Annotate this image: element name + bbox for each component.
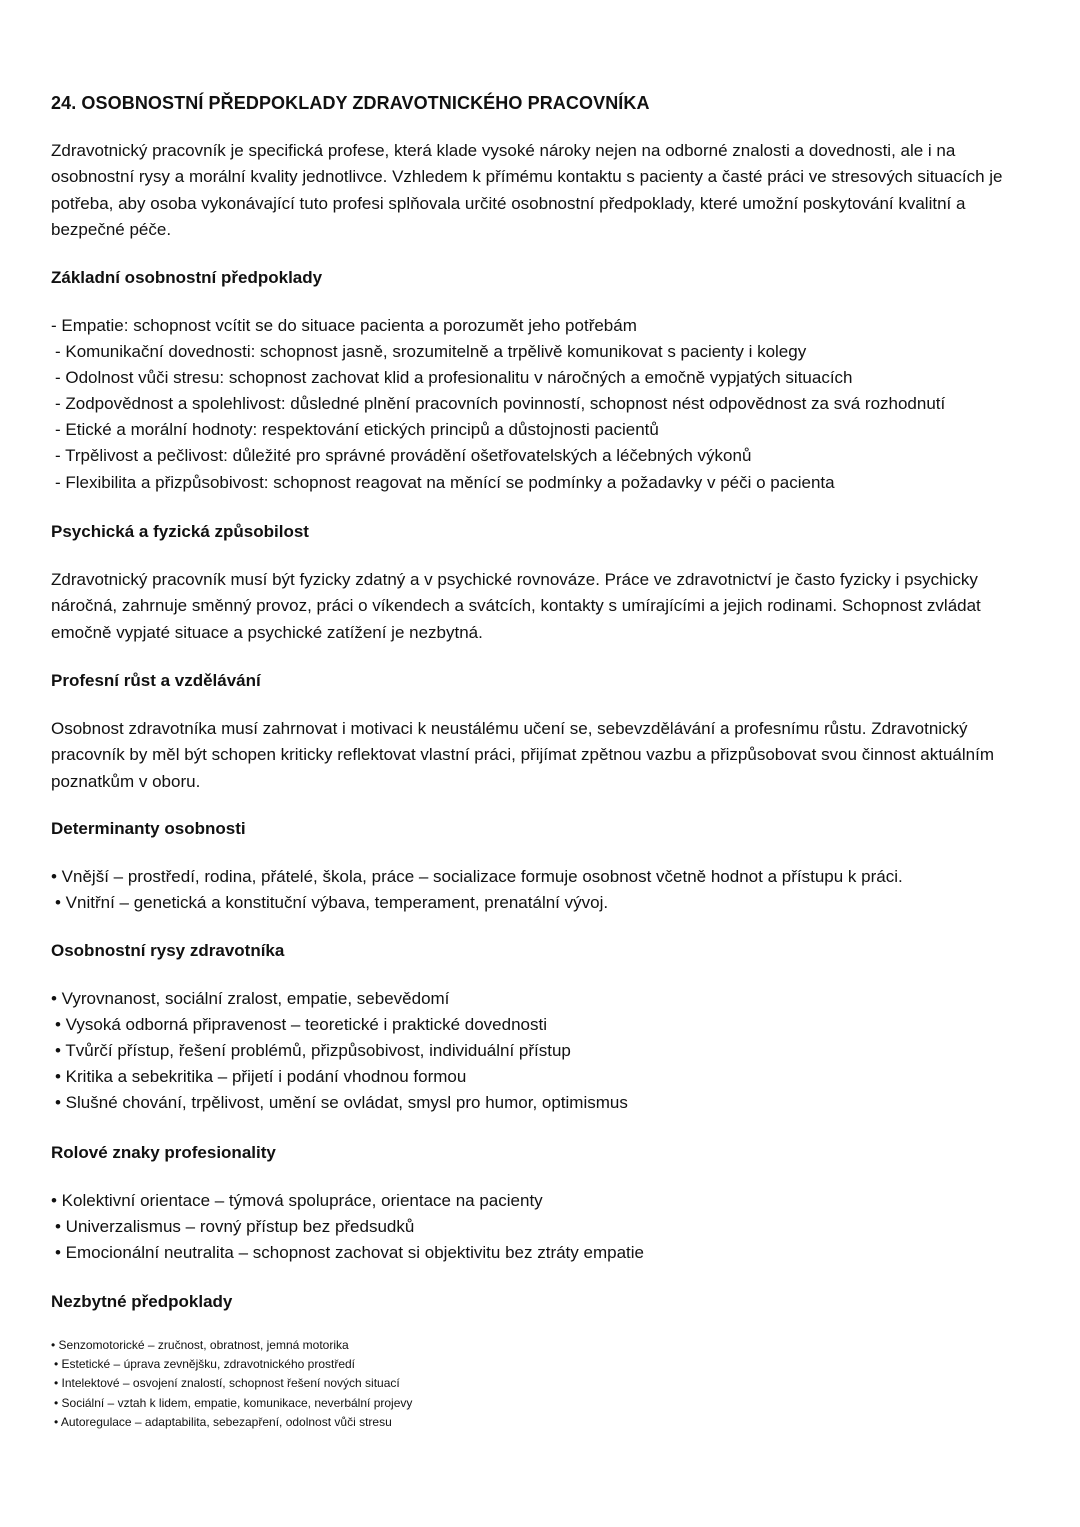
paragraph-psychicka: Zdravotnický pracovník musí být fyzicky zdatný a v psychické rovnováze. Práce ve zdravotnictví je často fyzicky i psychicky náročná, zahrnuje směnný provoz, práci o víkendech a svátcích, kontakty s umírajícími a jejich rodinami. Schopnost zvládat emočně vypjaté situace a psychické zatížení je nezbytná.	[51, 570, 981, 642]
list-item: • Kritika a sebekritika – přijetí i podání vhodnou formou	[55, 1067, 467, 1087]
list-item: • Slušné chování, trpělivost, umění se ovládat, smysl pro humor, optimismus	[55, 1093, 628, 1113]
section-heading-psychicka: Psychická a fyzická způsobilost	[51, 522, 309, 541]
list-item: • Vysoká odborná připravenost – teoretické i praktické dovednosti	[55, 1015, 547, 1035]
list-item: • Vyrovnanost, sociální zralost, empatie, sebevědomí	[51, 989, 450, 1008]
list-item: • Univerzalismus – rovný přístup bez předsudků	[55, 1217, 415, 1237]
list-item: • Kolektivní orientace – týmová spolupráce, orientace na pacienty	[51, 1191, 543, 1210]
intro-paragraph: Zdravotnický pracovník je specifická profese, která klade vysoké nároky nejen na odborné znalosti a dovednosti, ale i na osobnostní rysy a morální kvality jednotlivce. Vzhledem k přímému kontaktu s pacienty a časté práci ve stresových situacích je potřeba, aby osoba vykonávající tuto profesi splňovala určité osobnostní předpoklady, které umožní poskytování kvalitní a bezpečné péče.	[51, 141, 1003, 239]
list-item: • Estetické – úprava zevnějšku, zdravotnického prostředí	[54, 1357, 356, 1372]
paragraph-rust: Osobnost zdravotníka musí zahrnovat i motivaci k neustálému učení se, sebevzdělávání a profesnímu růstu. Zdravotnický pracovník by měl být schopen kriticky reflektovat vlastní práci, přijímat zpětnou vazbu a přizpůsobovat svou činnost aktuálním poznatkům v oboru.	[51, 719, 995, 791]
list-item: - Etické a morální hodnoty: respektování etických principů a důstojnosti pacientů	[55, 420, 659, 440]
list-item: - Odolnost vůči stresu: schopnost zachovat klid a profesionalitu v náročných a emočně vypjatých situacích	[55, 368, 853, 388]
list-item: • Vnitřní – genetická a konstituční výbava, temperament, prenatální vývoj.	[55, 893, 609, 913]
list-item: • Vnější – prostředí, rodina, přátelé, škola, práce – socializace formuje osobnost včetně hodnot a přístupu k práci.	[51, 867, 903, 886]
section-heading-zakladni: Základní osobnostní předpoklady	[51, 268, 323, 287]
list-rolove	[51, 1188, 1041, 1266]
list-item: • Intelektové – osvojení znalostí, schopnost řešení nových situací	[54, 1376, 400, 1391]
list-item: - Empatie: schopnost vcítit se do situace pacienta a porozumět jeho potřebám	[51, 316, 637, 335]
page-title: 24. OSOBNOSTNÍ PŘEDPOKLADY ZDRAVOTNICKÉHO PRACOVNÍKA	[51, 93, 650, 113]
section-heading-rolove: Rolové znaky profesionality	[51, 1143, 276, 1162]
list-item: • Senzomotorické – zručnost, obratnost, jemná motorika	[51, 1338, 349, 1352]
section-heading-rust: Profesní růst a vzdělávání	[51, 671, 261, 690]
section-heading-determinanty: Determinanty osobnosti	[51, 819, 246, 838]
list-rysy	[51, 986, 1041, 1116]
list-item: - Zodpovědnost a spolehlivost: důsledné plnění pracovních povinností, schopnost nést odpovědnost za svá rozhodnutí	[55, 394, 946, 414]
list-item: • Autoregulace – adaptabilita, sebezapření, odolnost vůči stresu	[54, 1414, 392, 1429]
list-zakladni	[51, 313, 1041, 496]
list-nezbytne	[51, 1336, 1041, 1432]
list-determinanty	[51, 864, 1041, 916]
list-item: - Flexibilita a přizpůsobivost: schopnost reagovat na měnící se podmínky a požadavky v péči o pacienta	[55, 472, 835, 492]
section-heading-rysy: Osobnostní rysy zdravotníka	[51, 941, 285, 960]
list-item: - Komunikační dovednosti: schopnost jasně, srozumitelně a trpělivě komunikovat s pacienty i kolegy	[55, 342, 807, 362]
list-item: • Sociální – vztah k lidem, empatie, komunikace, neverbální projevy	[54, 1395, 413, 1410]
section-heading-nezbytne: Nezbytné předpoklady	[51, 1292, 233, 1311]
list-item: • Emocionální neutralita – schopnost zachovat si objektivitu bez ztráty empatie	[55, 1243, 644, 1263]
list-item: - Trpělivost a pečlivost: důležité pro správné provádění ošetřovatelských a léčebných výkonů	[55, 446, 752, 466]
list-item: • Tvůrčí přístup, řešení problémů, přizpůsobivost, individuální přístup	[55, 1041, 571, 1061]
